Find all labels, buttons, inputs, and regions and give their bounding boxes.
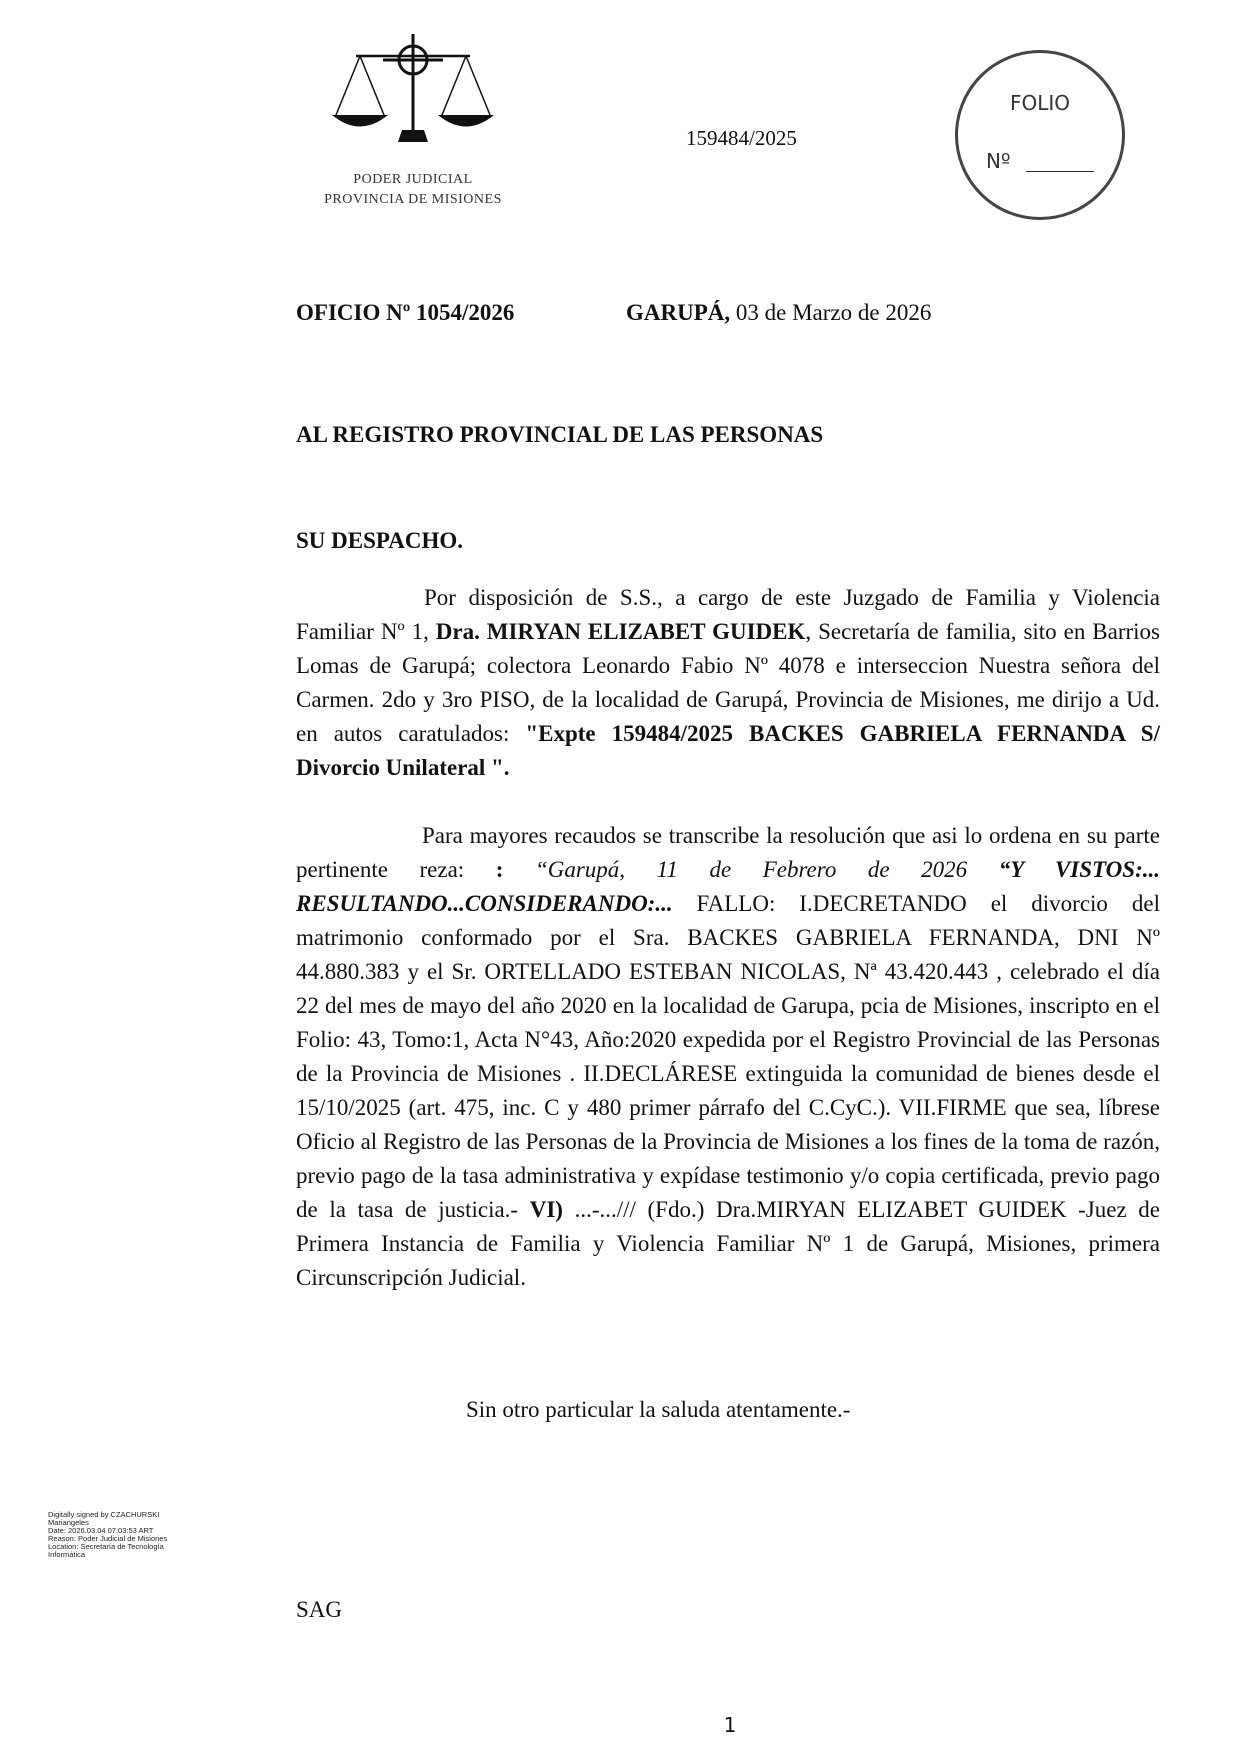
- page-number: 1: [723, 1713, 737, 1737]
- closing: Sin otro particular la saluda atentamente.-: [466, 1397, 851, 1422]
- p1-text-b: , Secretaría de familia, sito en Barrios Lomas de Garupá; colectora Leonardo Fabio Nº 4078 e interseccion Nuestra señora del Carmen. 2do y 3ro PISO, de la localidad de Garupá, Provincia de Misiones, me dirijo a Ud. en autos caratulados:: [296, 619, 1161, 746]
- scales-of-justice-icon: [328, 30, 498, 155]
- p2-vi: VI): [529, 1197, 563, 1222]
- p2-text-c: ...-.../// (Fdo.) Dra.MIRYAN ELIZABET GUIDEK -Juez de Primera Instancia de Familia y Violencia Familiar Nº 1 de Garupá, Misiones, primera Circunscripción Judicial.: [296, 1197, 1160, 1290]
- folio-number-line: [1026, 171, 1094, 172]
- p2-text-a: Para mayores recaudos se transcribe la resolución que asi lo ordena en su parte pertinente reza:: [296, 823, 1160, 882]
- expediente-number: 159484/2025: [686, 126, 797, 150]
- signature-line: Digitally signed by CZACHURSKI: [48, 1510, 160, 1519]
- p2-vistos: “Y VISTOS:... RESULTANDO...CONSIDERANDO:...: [296, 857, 1160, 916]
- signature-line: Date: 2026.03.04 07:03:53 ART: [48, 1526, 154, 1535]
- logo-text-line1: PODER JUDICIAL: [353, 172, 473, 187]
- initials: SAG: [296, 1597, 343, 1622]
- city: GARUPÁ,: [626, 300, 731, 325]
- signature-line: Reason: Poder Judicial de Misiones: [48, 1534, 168, 1543]
- p2-colon: :: [495, 857, 535, 882]
- p1-text-a: Por disposición de S.S., a cargo de este Juzgado de Familia y Violencia Familiar Nº 1,: [296, 585, 1160, 644]
- p1-case: "Expte 159484/2025 BACKES GABRIELA FERNANDA S/ Divorcio Unilateral ".: [296, 721, 1160, 780]
- signature-line: Mariangeles: [48, 1518, 89, 1527]
- poder-judicial-logo: [303, 30, 523, 220]
- su-despacho: SU DESPACHO.: [296, 528, 463, 553]
- place-date: [626, 300, 931, 326]
- oficio-number: OFICIO Nº 1054/2026: [296, 300, 515, 325]
- p1-judge: Dra. MIRYAN ELIZABET GUIDEK: [435, 619, 806, 644]
- folio-number-label: Nº: [986, 149, 1011, 173]
- addressee: AL REGISTRO PROVINCIAL DE LAS PERSONAS: [296, 422, 824, 447]
- logo-text-line2: PROVINCIA DE MISIONES: [324, 192, 502, 207]
- body-paragraph-1: [296, 581, 1160, 785]
- signature-line: Informática: [48, 1550, 86, 1559]
- p2-text-b: FALLO: I.DECRETANDO el divorcio del matrimonio conformado por el Sra. BACKES GABRIELA FERNANDA, DNI Nº 44.880.383 y el Sr. ORTELLADO ESTEBAN NICOLAS, Nª 43.420.443 , celebrado el día 22 del mes de mayo del año 2020 en la localidad de Garupa, pcia de Misiones, inscripto en el Folio: 43, Tomo:1, Acta N°43, Año:2020 expedida por el Registro Provincial de las Personas de la Provincia de Misiones . II.DECLÁRESE extinguida la comunidad de bienes desde el 15/10/2025 (art. 475, inc. C y 480 primer párrafo del C.CyC.). VII.FIRME que sea, líbrese Oficio al Registro de las Personas de la Provincia de Misiones a los fines de la toma de razón, previo pago de la tasa administrativa y expídase testimonio y/o copia certificada, previo pago de la tasa de justicia.-: [296, 891, 1160, 1222]
- signature-line: Location: Secretaría de Tecnología: [48, 1542, 164, 1551]
- folio-label: FOLIO: [1009, 91, 1071, 115]
- digital-signature: [48, 1511, 188, 1559]
- folio-stamp: [955, 50, 1125, 220]
- p2-quote-date: “Garupá, 11 de Febrero de 2026: [534, 857, 999, 882]
- date: 03 de Marzo de 2026: [730, 300, 932, 325]
- body-paragraph-2: [296, 819, 1160, 1295]
